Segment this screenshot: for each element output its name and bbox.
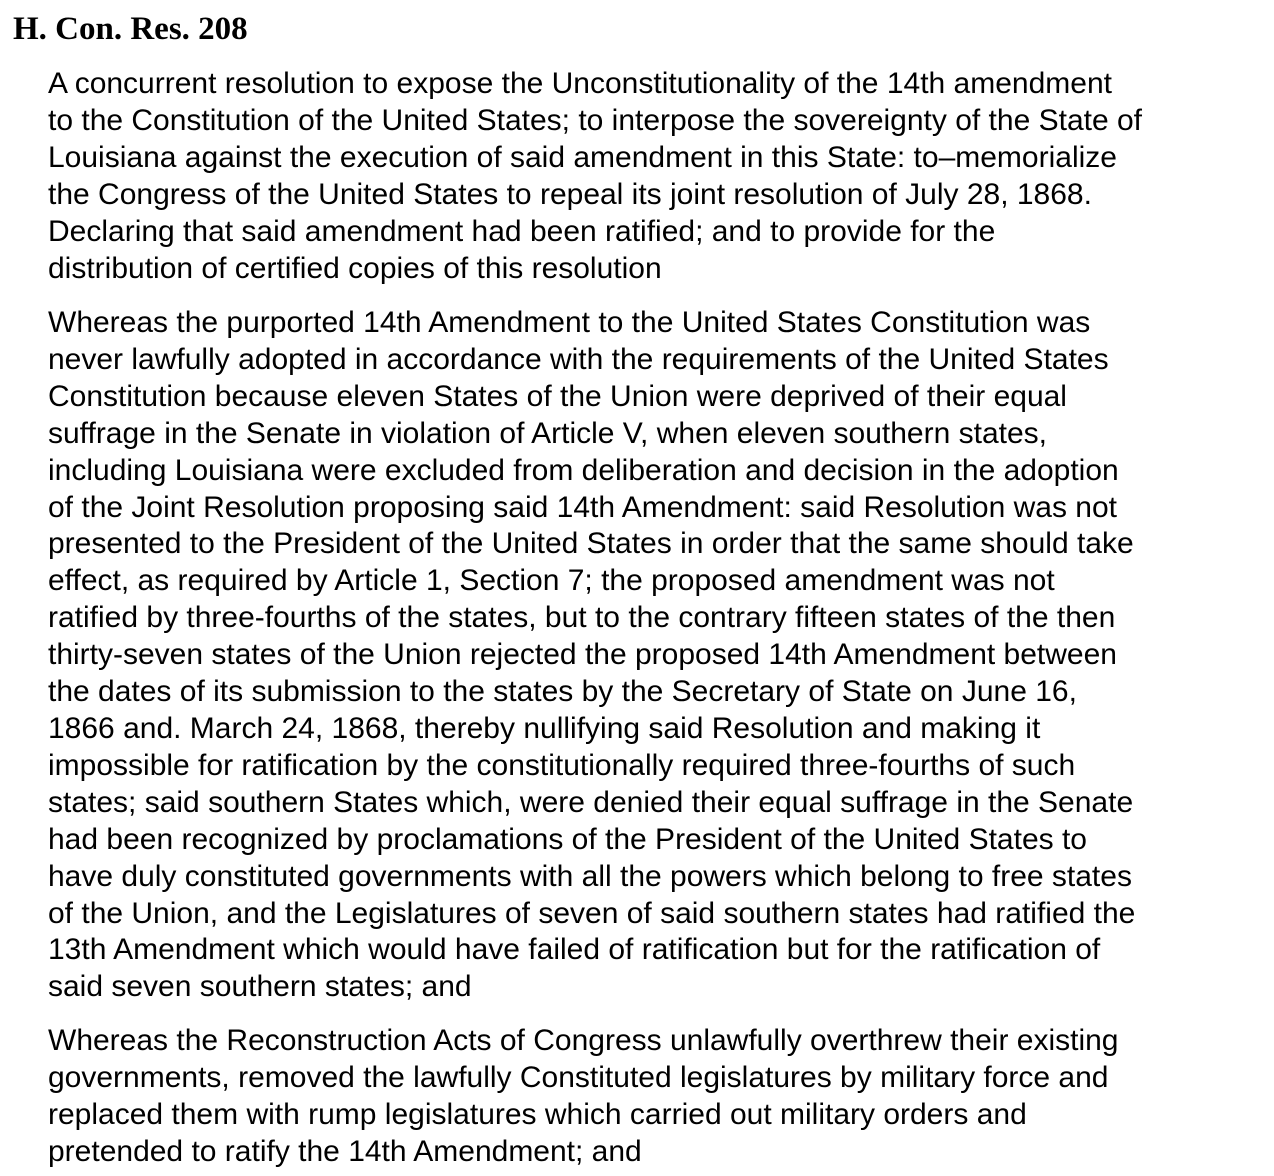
paragraph-line: 13th Amendment which would have failed of ratification but for the ratification of [48,933,1101,967]
paragraph-line: suffrage in the Senate in violation of Article V, when eleven southern states, [48,416,1047,450]
paragraph-line: never lawfully adopted in accordance with the requirements of the United States [48,342,1109,376]
paragraph-line: thirty-seven states of the Union rejected the proposed 14th Amendment between [48,638,1117,672]
paragraph-line: A concurrent resolution to expose the Unconstitutionality of the 14th amendment [48,67,1112,100]
paragraph-line: Declaring that said amendment had been ratified; and to provide for the [48,214,996,248]
paragraph-line: Whereas the Reconstruction Acts of Congress unlawfully overthrew their existing [48,1024,1119,1057]
paragraph-line: including Louisiana were excluded from deliberation and decision in the adoption [48,453,1119,487]
paragraph-line: governments, removed the lawfully Constituted legislatures by military force and [48,1060,1109,1094]
paragraph-line: presented to the President of the United States in order that the same should take [48,527,1134,561]
paragraph-line: impossible for ratification by the constitutionally required three-fourths of such [48,748,1076,782]
document-title: H. Con. Res. 208 [13,11,248,47]
paragraph-line: had been recognized by proclamations of the President of the United States to [48,822,1087,856]
paragraph-line: said seven southern states; and [48,970,472,1004]
paragraph-line: replaced them with rump legislatures which carried out military orders and [48,1097,1027,1131]
paragraph-line: the Congress of the United States to repeal its joint resolution of July 28, 1868. [48,177,1092,211]
paragraph-line: effect, as required by Article 1, Section 7; the proposed amendment was not [48,564,1055,598]
paragraph-line: pretended to ratify the 14th Amendment; and [48,1134,642,1168]
paragraph-line: Whereas the purported 14th Amendment to the United States Constitution was [48,306,1091,339]
paragraph-line: of the Union, and the Legislatures of seven of said southern states had ratified the [48,896,1136,930]
paragraph-line: to the Constitution of the United States; to interpose the sovereignty of the State of [48,103,1143,137]
paragraph-line: the dates of its submission to the states by the Secretary of State on June 16, [48,675,1077,709]
paragraph-line: Louisiana against the execution of said amendment in this State: to–memorialize [48,140,1117,174]
paragraph-line: 1866 and. March 24, 1868, thereby nullifying said Resolution and making it [48,711,1041,745]
paragraph-line: of the Joint Resolution proposing said 14th Amendment: said Resolution was not [48,490,1117,524]
paragraph-line: distribution of certified copies of this resolution [48,251,662,285]
paragraph-line: Constitution because eleven States of the Union were deprived of their equal [48,379,1067,413]
resolution-summary-paragraph [48,66,1142,287]
whereas-paragraph-2 [48,1023,1119,1171]
paragraph-line: have duly constituted governments with all the powers which belong to free states [48,859,1132,893]
paragraph-line: ratified by three-fourths of the states, but to the contrary fifteen states of the then [48,601,1116,635]
whereas-paragraph-1 [48,305,1135,1006]
paragraph-line: states; said southern States which, were denied their equal suffrage in the Senate [48,785,1134,819]
